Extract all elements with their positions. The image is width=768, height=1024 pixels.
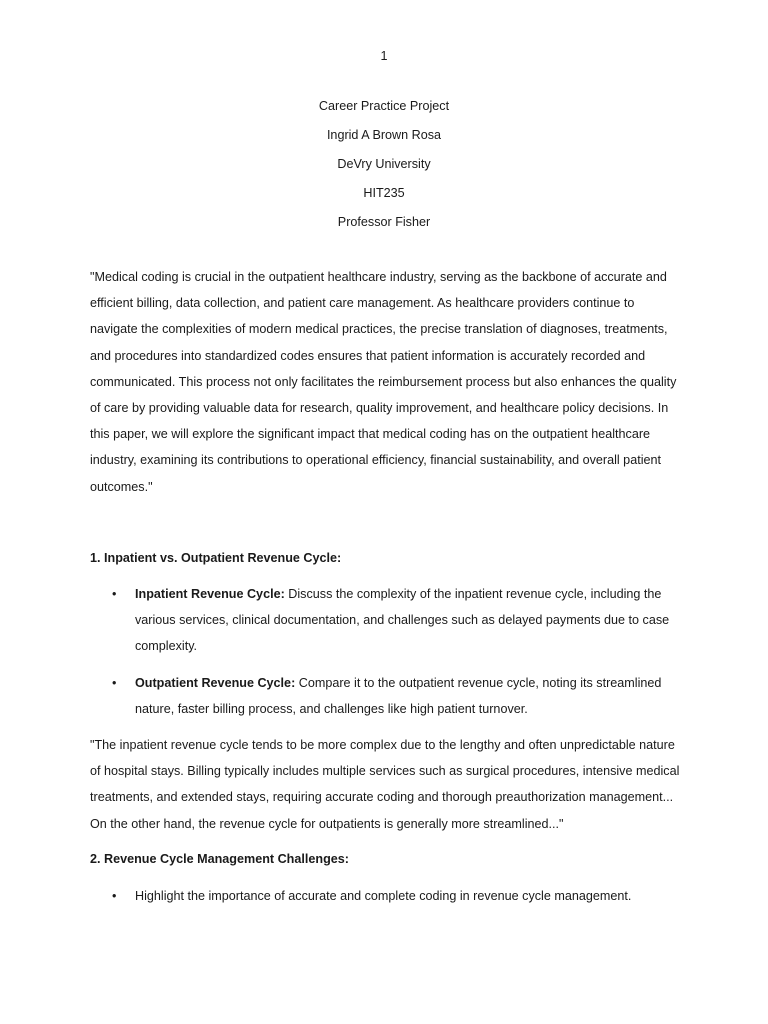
title-block — [0, 92, 768, 237]
course-code: HIT235 — [363, 186, 405, 200]
list-item — [112, 883, 682, 909]
bullet-text: Discuss the complexity of the inpatient revenue cycle, including the various services, clinical documentation, and challenges such as delayed payments due to case complexity. — [135, 587, 670, 654]
bullet-icon: • — [112, 675, 117, 690]
section-heading-rcm-challenges: 2. Revenue Cycle Management Challenges: — [90, 852, 349, 866]
list-item — [112, 581, 682, 660]
author-name: Ingrid A Brown Rosa — [326, 128, 442, 142]
list-item — [112, 670, 682, 722]
bullet-icon: • — [112, 889, 117, 903]
bullet-icon: • — [112, 587, 117, 601]
bullet-label: Outpatient Revenue Cycle: — [135, 675, 296, 690]
rcm-challenges-bullet-list — [112, 883, 682, 909]
section-heading-revenue-cycle: 1. Inpatient vs. Outpatient Revenue Cycle: — [90, 551, 342, 565]
intro-paragraph: "Medical coding is crucial in the outpatient healthcare industry, serving as the backbone of accurate and efficient billing, data collection, and patient care management. As healthcare providers continue to navigate the complexities of modern medical practices, the precise translation of diagnoses, treatments, and procedures into standardized codes ensures that patient information is accurately recorded and communicated. This process not only facilitates the reimbursement process but also enhances the quality of care by providing valuable data for research, quality improvement, and healthcare policy decisions. In this paper, we will explore the significant impact that medical coding has on the outpatient healthcare industry, examining its contributions to operational efficiency, financial sustainability, and overall patient outcomes." — [90, 270, 677, 494]
professor-name: Professor Fisher — [337, 215, 431, 229]
bullet-text: Highlight the importance of accurate and complete coding in revenue cycle management. — [135, 889, 632, 903]
bullet-label: Inpatient Revenue Cycle: — [135, 587, 285, 601]
bullet-text: Compare it to the outpatient revenue cycle, noting its streamlined nature, faster billing process, and challenges like high patient turnover. — [135, 675, 662, 716]
page-number: 1 — [380, 49, 388, 63]
revenue-cycle-bullet-list — [112, 581, 682, 722]
paper-title: Career Practice Project — [318, 99, 450, 113]
quote-paragraph: "The inpatient revenue cycle tends to be more complex due to the lengthy and often unpredictable nature of hospital stays. Billing typically includes multiple services such as surgical procedures, intensive medical treatments, and extended stays, requiring accurate coding and thorough preauthorization management... On the other hand, the revenue cycle for outpatients is generally more streamlined..." — [90, 738, 680, 831]
institution-name: DeVry University — [337, 157, 431, 171]
